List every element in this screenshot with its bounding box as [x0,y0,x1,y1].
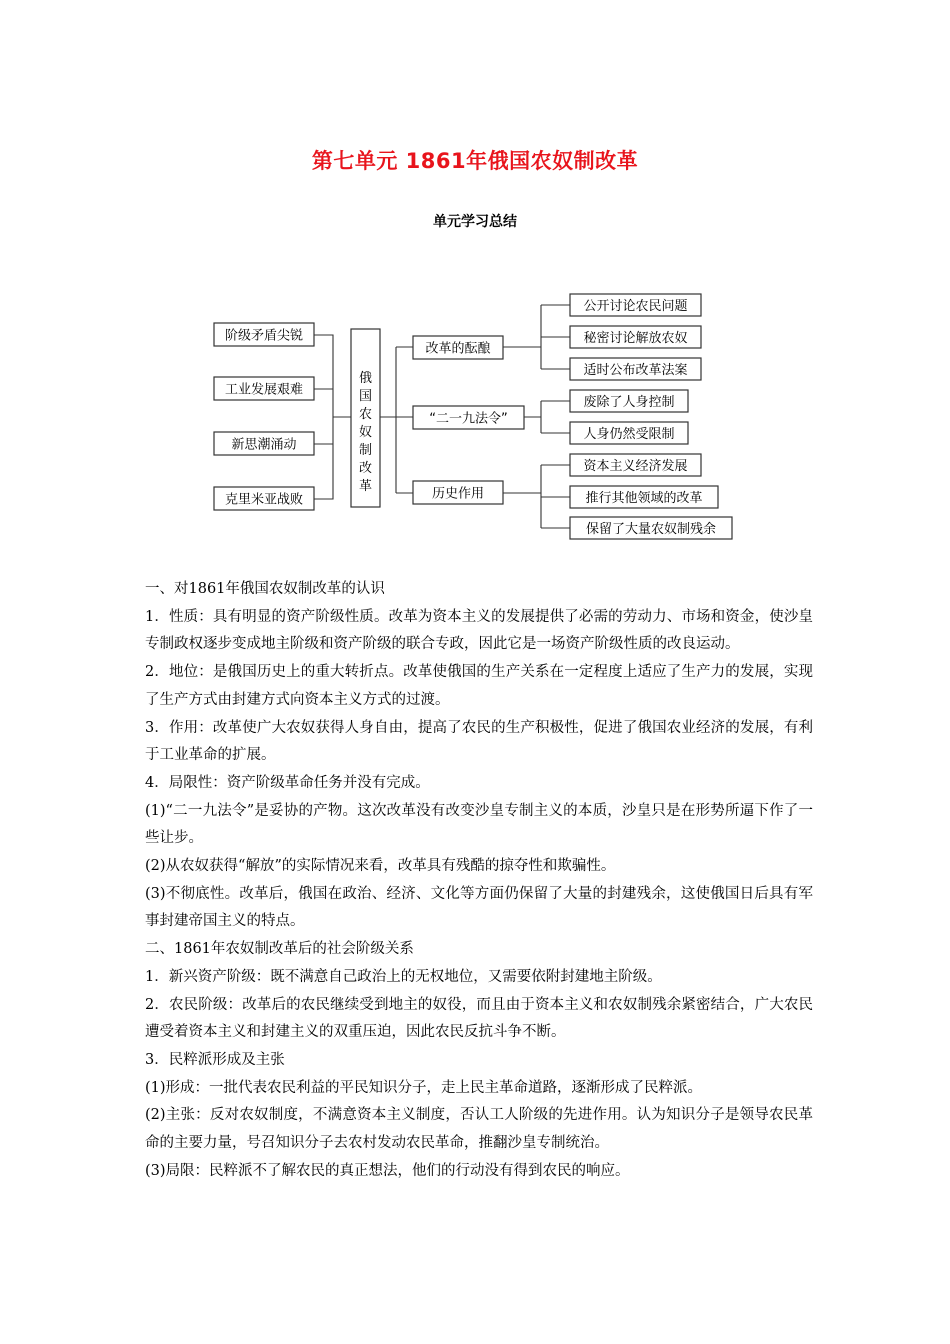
paragraph: (1)“二一九法令”是妥协的产物。这次改革没有改变沙皇专制主义的本质，沙皇只是在形势所逼下作了一些让步。 [145,802,813,847]
leaf-box [570,517,732,539]
leaf-label: 人身仍然受限制 [583,427,675,442]
center-char: 革 [358,479,373,494]
leaf-box [570,422,688,444]
paragraph: 1．新兴资产阶级：既不满意自己政治上的无权地位，又需要依附封建地主阶级。 [145,968,662,985]
leaf-connector [503,465,570,528]
paragraph: 1．性质：具有明显的资产阶级性质。改革为资本主义的发展提供了必需的劳动力、市场和资金，使沙皇专制政权逐步变成地主阶级和资产阶级的联合专政，因此它是一场资产阶级性质的改良运动。 [145,608,813,653]
leaf-label: 公开讨论农民问题 [583,299,688,314]
page-title: 第七单元 1861年俄国农奴制改革 [311,149,639,173]
section-heading: 一、对1861年俄国农奴制改革的认识 [145,581,385,597]
paragraph: 4．局限性：资产阶级革命任务并没有完成。 [145,774,430,791]
center-char: 国 [358,389,373,404]
branch-label: “二一九法令” [429,411,508,427]
leaf-label: 适时公布改革法案 [583,363,688,378]
leaf-label: 废除了人身控制 [583,395,675,410]
branch-label: 改革的酝酿 [425,341,491,357]
branch-box [413,406,524,429]
paragraph: 3．作用：改革使广大农奴获得人身自由，提高了农民的生产积极性，促进了俄国农业经济的发展，有利于工业革命的扩展。 [145,719,813,764]
leaf-box [570,358,701,380]
section-heading: 二、1861年农奴制改革后的社会阶级关系 [145,941,414,958]
summary-body [145,576,813,1185]
leaf-label: 秘密讨论解放农奴 [583,331,688,346]
leaf-box [570,486,718,508]
leaf-box [570,326,701,348]
leaf-connector [524,401,570,433]
center-char: 改 [358,461,373,476]
branch-label: 历史作用 [431,486,485,502]
paragraph: (1)形成：一批代表农民利益的平民知识分子，走上民主革命道路，逐渐形成了民粹派。 [145,1079,703,1096]
center-box [351,329,380,507]
cause-label: 阶级矛盾尖锐 [224,328,304,344]
section-subtitle: 单元学习总结 [433,214,517,230]
cause-box [214,323,314,346]
paragraph: (3)局限：民粹派不了解农民的真正想法，他们的行动没有得到农民的响应。 [145,1162,630,1179]
cause-box [214,377,314,400]
paragraph: (2)主张：反对农奴制度，不满意资本主义制度，否认工人阶级的先进作用。认为知识分子是领导农民革命的主要力量，号召知识分子去农村发动农民革命，推翻沙皇专制统治。 [145,1107,813,1152]
cause-label: 工业发展艰难 [224,382,304,398]
leaf-box [570,294,701,316]
cause-box [214,487,314,510]
paragraph: 2．农民阶级：改革后的农民继续受到地主的奴役，而且由于资本主义和农奴制残余紧密结合，广大农民遭受着资本主义和封建主义的双重压迫，因此农民反抗斗争不断。 [145,996,813,1041]
center-char: 俄 [358,371,373,386]
cause-label: 新思潮涌动 [231,437,297,453]
leaf-label: 资本主义经济发展 [583,459,688,474]
cause-box [214,432,314,455]
paragraph: (3)不彻底性。改革后，俄国在政治、经济、文化等方面仍保留了大量的封建残余，这使俄国日后具有军事封建帝国主义的特点。 [145,885,813,930]
center-char: 奴 [358,425,373,440]
leaf-label: 保留了大量农奴制残余 [585,522,717,537]
paragraph: 3．民粹派形成及主张 [145,1051,285,1068]
paragraph: (2)从农奴获得“解放”的实际情况来看，改革具有残酷的掠夺性和欺骗性。 [145,858,616,875]
cause-connector [314,335,351,499]
center-char: 农 [358,407,373,422]
leaf-box [570,390,688,412]
leaf-box [570,454,701,476]
branch-box [413,336,503,359]
leaf-connector [503,305,570,369]
branch-connector [380,347,413,493]
concept-map [200,285,750,545]
leaf-label: 推行其他领域的改革 [585,491,703,506]
cause-label: 克里米亚战败 [224,492,304,508]
center-char: 制 [358,443,373,458]
paragraph: 2．地位：是俄国历史上的重大转折点。改革使俄国的生产关系在一定程度上适应了生产力的发展，实现了生产方式由封建方式向资本主义方式的过渡。 [145,664,813,708]
branch-box [413,481,503,504]
